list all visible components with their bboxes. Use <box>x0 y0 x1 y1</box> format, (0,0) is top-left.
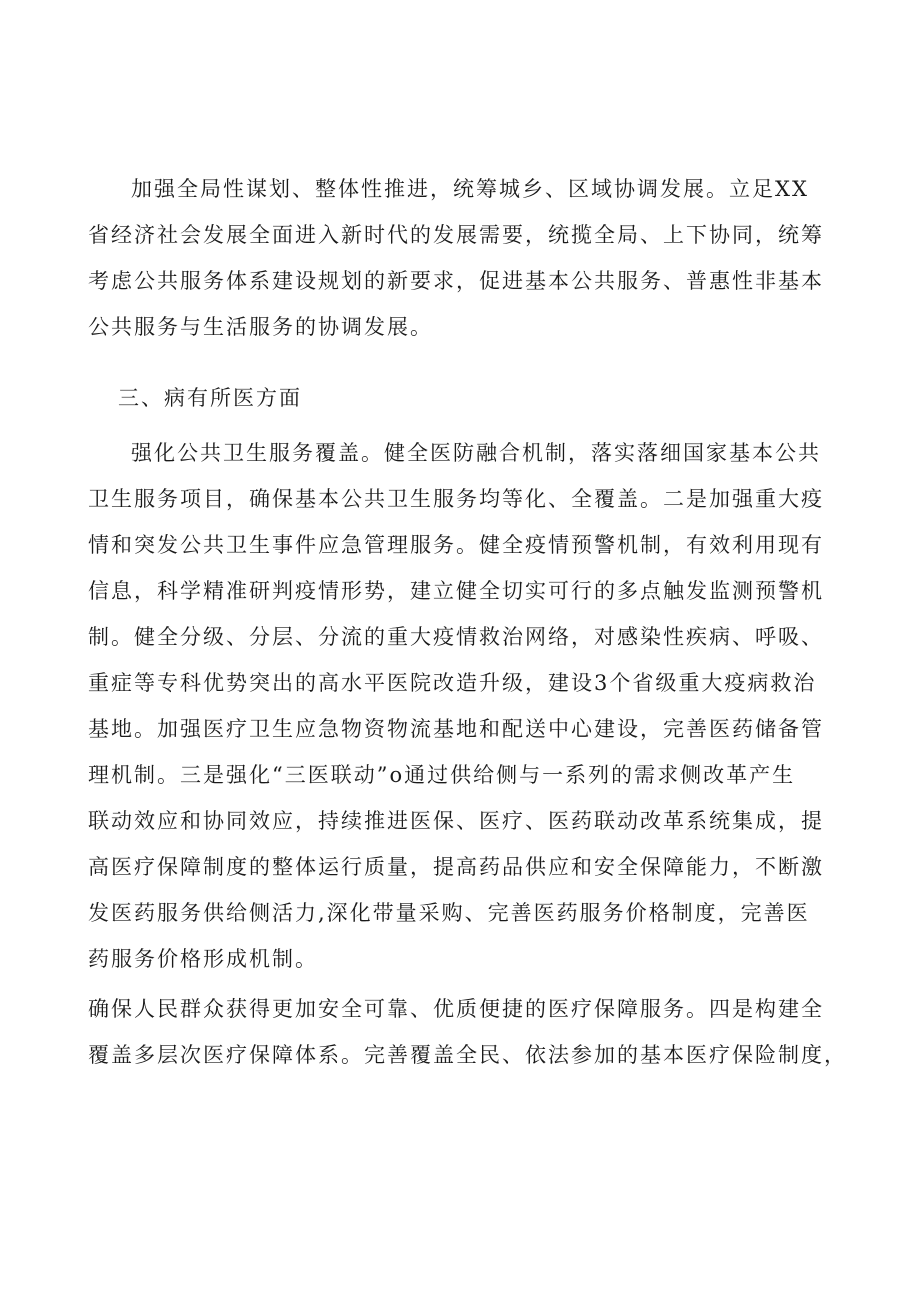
paragraph-3-line-2: 覆盖多层次医疗保障体系。完善覆盖全民、依法参加的基本医疗保险制度， <box>88 1043 847 1067</box>
paragraph-2-line-12: 药服务价格形成机制。 <box>88 947 318 971</box>
paragraph-2-line-3: 情和突发公共卫生事件应急管理服务。健全疫情预警机制，有效利用现有 <box>88 533 824 557</box>
paragraph-2-line-4: 信息，科学精准研判疫情形势，建立健全切实可行的多点触发监测预警机 <box>88 579 824 603</box>
paragraph-2-line-6: 重症等专科优势突出的高水平医院改造升级，建设3个省级重大疫病救治 <box>88 671 817 695</box>
paragraph-2-line-10: 高医疗保障制度的整体运行质量，提高药品供应和安全保障能力，不断激 <box>88 855 824 879</box>
paragraph-1-line-1: 加强全局性谋划、整体性推进，统筹城乡、区域协调发展。立足XX <box>131 177 809 201</box>
section-heading: 三、病有所医方面 <box>118 386 302 410</box>
paragraph-2-line-11: 发医药服务供给侧活力,深化带量采购、完善医药服务价格制度，完善医 <box>88 901 810 925</box>
paragraph-2-line-1: 强化公共卫生服务覆盖。健全医防融合机制，落实落细国家基本公共 <box>131 441 821 465</box>
paragraph-2-line-5: 制。健全分级、分层、分流的重大疫情救治网络，对感染性疾病、呼吸、 <box>88 625 824 649</box>
paragraph-2-line-2: 卫生服务项目，确保基本公共卫生服务均等化、全覆盖。二是加强重大疫 <box>88 487 824 511</box>
paragraph-2-line-7: 基地。加强医疗卫生应急物资物流基地和配送中心建设，完善医药储备管 <box>88 717 824 741</box>
paragraph-1-line-2: 省经济社会发展全面进入新时代的发展需要，统揽全局、上下协同，统筹 <box>88 223 824 247</box>
paragraph-1-line-4: 公共服务与生活服务的协调发展。 <box>88 315 433 339</box>
paragraph-2-line-8: 理机制。三是强化“三医联动”o通过供给侧与一系列的需求侧改革产生 <box>88 763 796 787</box>
paragraph-1-line-3: 考虑公共服务体系建设规划的新要求，促进基本公共服务、普惠性非基本 <box>88 269 824 293</box>
paragraph-2-line-9: 联动效应和协同效应，持续推进医保、医疗、医药联动改革系统集成，提 <box>88 809 824 833</box>
paragraph-3-line-1: 确保人民群众获得更加安全可靠、优质便捷的医疗保障服务。四是构建全 <box>88 997 824 1021</box>
